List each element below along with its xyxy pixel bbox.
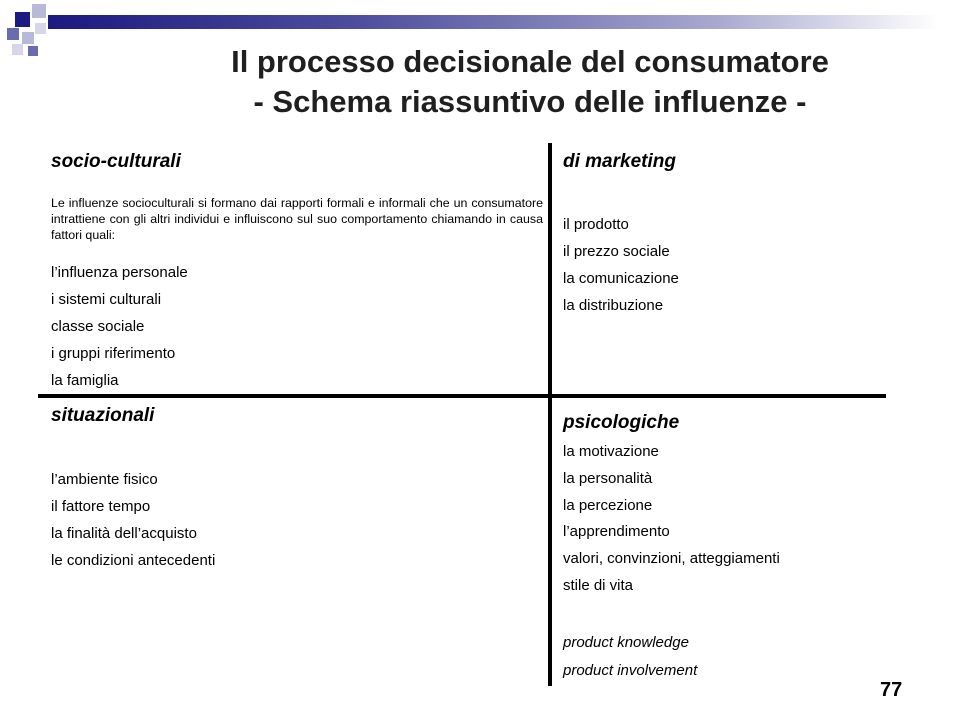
list-item-italic: product involvement <box>563 662 698 679</box>
list-item: la distribuzione <box>563 297 664 314</box>
list-item: stile di vita <box>563 577 634 594</box>
vertical-divider <box>548 143 552 686</box>
list-item: la motivazione <box>563 443 659 460</box>
list-item: i sistemi culturali <box>51 291 162 308</box>
title-line-2: - Schema riassuntivo delle influenze - <box>253 84 807 119</box>
list-item-italic: product knowledge <box>563 634 689 651</box>
deco-square <box>35 23 46 34</box>
page-number: 77 <box>880 679 903 701</box>
list-item: la percezione <box>563 497 653 514</box>
list-item: l’ambiente fisico <box>51 471 158 488</box>
list-item: il prezzo sociale <box>563 243 670 260</box>
list-item: la personalità <box>563 470 653 487</box>
list-item: l’apprendimento <box>563 523 670 540</box>
slide-title <box>110 42 950 122</box>
heading-psicologiche: psicologiche <box>563 412 680 433</box>
list-item: la comunicazione <box>563 270 679 287</box>
deco-square <box>32 4 46 18</box>
deco-square <box>7 28 19 40</box>
list-item: classe sociale <box>51 318 145 335</box>
list-item: i gruppi riferimento <box>51 345 176 362</box>
deco-square <box>15 12 30 27</box>
list-item: la finalità dell’acquisto <box>51 525 197 542</box>
deco-square <box>12 44 23 55</box>
socio-culturali-description: Le influenze socioculturali si formano dai rapporti formali e informali che un consumatore intrattiene con gli altri individui e influiscono sul suo comportamento chiamando in causa fattori quali: <box>51 196 543 242</box>
list-item: valori, convinzioni, atteggiamenti <box>563 550 780 567</box>
horizontal-divider <box>38 394 886 398</box>
list-item: il prodotto <box>563 216 629 233</box>
list-item: le condizioni antecedenti <box>51 552 216 569</box>
header-gradient-bar <box>48 15 938 29</box>
deco-square <box>22 32 34 44</box>
title-line-1: Il processo decisionale del consumatore <box>231 44 829 79</box>
heading-situazionali: situazionali <box>51 405 155 426</box>
heading-di-marketing: di marketing <box>563 151 676 172</box>
list-item: la famiglia <box>51 372 119 389</box>
list-item: l’influenza personale <box>51 264 188 281</box>
heading-socio-culturali: socio-culturali <box>51 151 181 172</box>
list-item: il fattore tempo <box>51 498 151 515</box>
deco-square <box>28 46 38 56</box>
